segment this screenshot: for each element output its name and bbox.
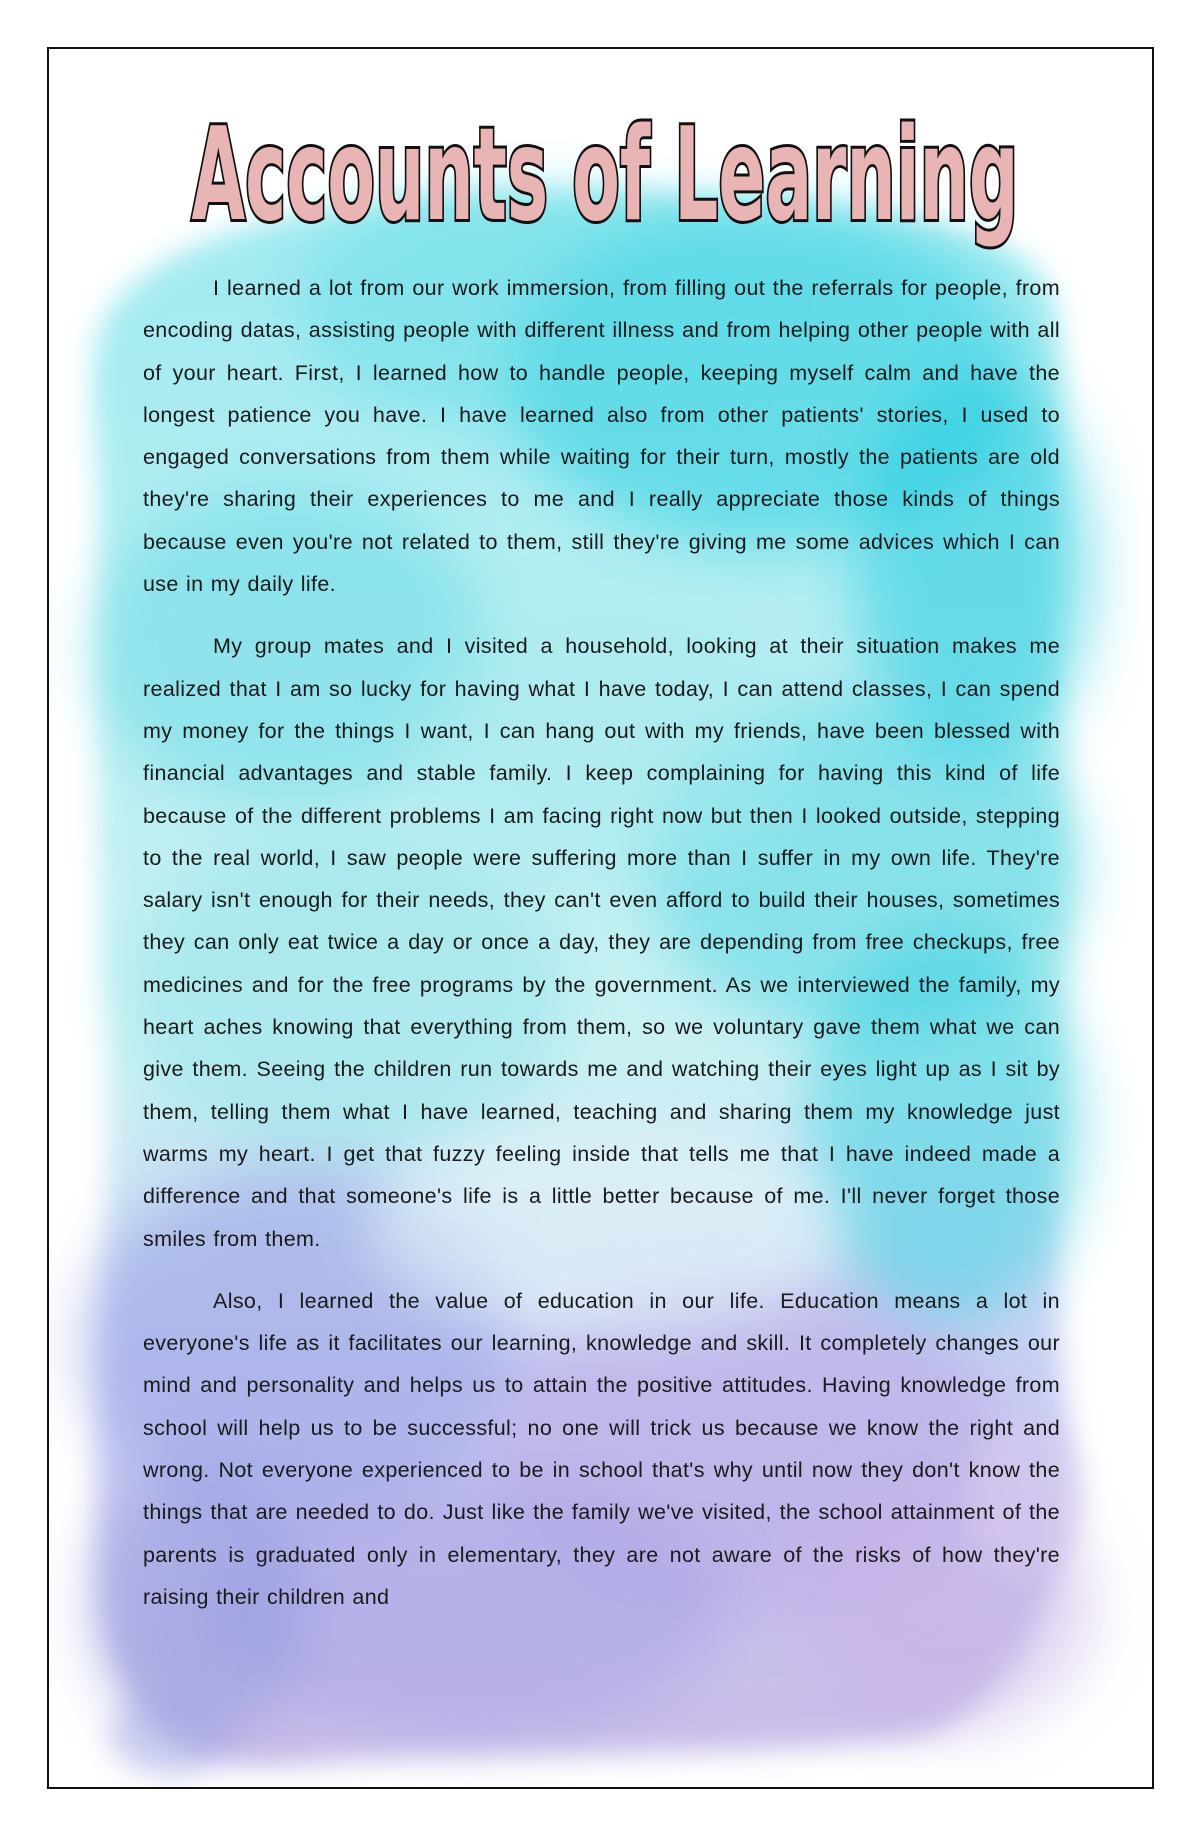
title-wordart — [49, 49, 1152, 279]
paragraph-3: Also, I learned the value of education in our life. Education means a lot in everyone's life as it facilitates our learning, knowledge and skill. It completely changes our mind and personality and helps us to attain the positive attitudes. Having knowledge from school will help us to be successful; no one will trick us because we know the right and wrong. Not everyone experienced to be in school that's why until now they don't know the things that are needed to do. Just like the family we've visited, the school attainment of the parents is graduated only in elementary, they are not aware of the risks of how they're raising their children and — [143, 1288, 1060, 1609]
document-body — [143, 267, 1060, 1618]
paragraph-2: My group mates and I visited a household, looking at their situation makes me realized that I am so lucky for having what I have today, I can attend classes, I can spend my money for the things I want, I can hang out with my friends, have been blessed with financial advantages and stable family. I keep complaining for having this kind of life because of the different problems I am facing right now but then I looked outside, stepping to the real world, I saw people were suffering more than I suffer in my own life. They're salary isn't enough for their needs, they can't even afford to build their houses, sometimes they can only eat twice a day or once a day, they are depending from free checkups, free medicines and for the free programs by the government. As we interviewed the family, my heart aches knowing that everything from them, so we voluntary gave them what we can give them. Seeing the children run towards me and watching their eyes light up as I sit by them, telling them what I have learned, teaching and sharing them my knowledge just warms my heart. I get that fuzzy feeling inside that tells me that I have indeed made a difference and that someone's life is a little better because of me. I'll never forget those smiles from them. — [143, 634, 1060, 1251]
paragraph-1: I learned a lot from our work immersion, from filling out the referrals for people, from encoding datas, assisting people with different illness and from helping other people with all of your heart. First, I learned how to handle people, keeping myself calm and have the longest patience you have. I have learned also from other patients' stories, I used to engaged conversations from them while waiting for their turn, mostly the patients are old they're sharing their experiences to me and I really appreciate those kinds of things because even you're not related to them, still they're giving me some advices which I can use in my daily life. — [143, 276, 1060, 597]
page-title: Accounts of Learning — [191, 100, 1019, 251]
document-frame — [47, 47, 1154, 1789]
